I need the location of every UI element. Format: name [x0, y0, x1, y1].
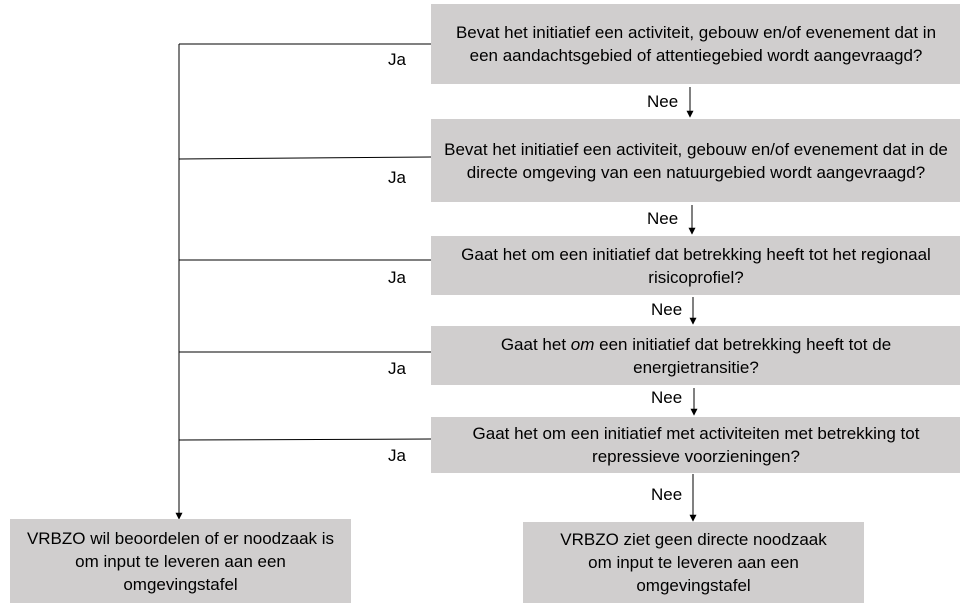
question-text-4-em: om — [570, 334, 595, 354]
outcome-yes-box — [10, 519, 351, 603]
yes-label-4: Ja — [388, 359, 406, 378]
question-text-3: Gaat het om een initiatief dat betrekking heeft tot het regionaal risicoprofiel? — [461, 244, 931, 287]
question-box-5 — [431, 417, 960, 473]
question-text-4 — [441, 333, 951, 379]
outcome-no-box — [523, 522, 864, 603]
yes-label-1: Ja — [388, 50, 406, 69]
question-text-5: Gaat het om een initiatief met activiteiten met betrekking tot repressieve voorzieningen? — [472, 424, 920, 466]
question-box-1 — [431, 4, 960, 84]
no-label-3: Nee — [651, 300, 683, 319]
outcome-no-text: VRBZO ziet geen directe noodzaak om input te leveren aan een omgevingstafel — [560, 530, 827, 595]
question-text-4-after: een initiatief dat betrekking heeft tot de energietransitie? — [594, 334, 892, 377]
no-label-4: Nee — [651, 388, 683, 407]
no-label-1: Nee — [647, 92, 679, 111]
question-text-1: Bevat het initiatief een activiteit, gebouw en/of evenement dat in een aandachtsgebied of attentiegebied wordt aangevraagd? — [455, 23, 937, 65]
yes-connector-5 — [179, 439, 431, 440]
no-label-2: Nee — [647, 209, 679, 228]
yes-label-3: Ja — [388, 268, 406, 287]
no-label-5: Nee — [651, 485, 683, 504]
question-box-4 — [431, 326, 960, 385]
question-box-2 — [431, 119, 960, 202]
yes-label-5: Ja — [388, 446, 406, 465]
yes-label-2: Ja — [388, 168, 406, 187]
question-box-3 — [431, 236, 960, 295]
outcome-yes-text: VRBZO wil beoordelen of er noodzaak is om input te leveren aan een omgevingstafel — [26, 528, 335, 594]
question-text-2: Bevat het initiatief een activiteit, gebouw en/of evenement dat in de directe omgeving van een natuurgebied wordt aangevraagd? — [444, 139, 948, 182]
yes-connector-2 — [179, 157, 431, 159]
question-text-4-before: Gaat het — [500, 334, 571, 354]
